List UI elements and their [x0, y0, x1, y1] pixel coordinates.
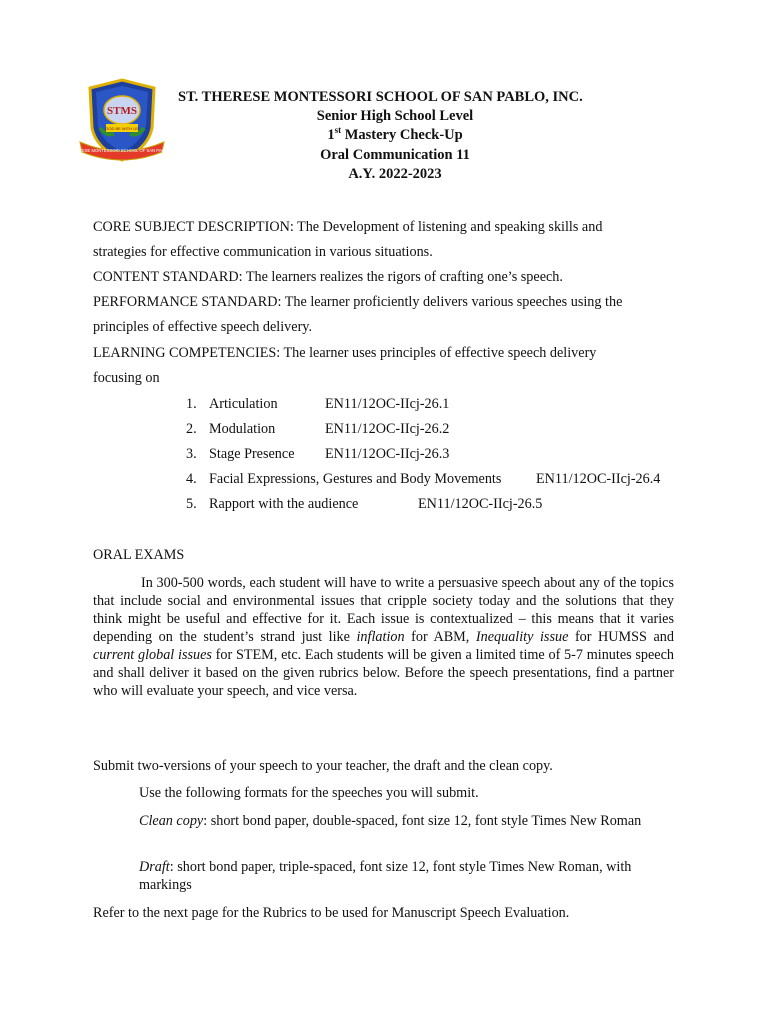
paragraph-text: In 300-500 words, each student will have to write a persuasive speech about any of the topics that include social and environmental issues that cripple society today and the solutions that they think might be useful and effective for it. Each issue is contextualized – this means that it varies depending on the student’s strand just like: [93, 575, 674, 645]
emphasis-global-issues: current global issues: [93, 647, 212, 663]
draft-format: [139, 858, 674, 894]
learning-competencies-line2: focusing on: [93, 370, 160, 386]
list-item-code: EN11/12OC-IIcj-26.3: [325, 446, 450, 462]
paragraph-text: for ABM,: [404, 629, 476, 645]
clean-copy-text: : short bond paper, double-spaced, font size 12, font style Times New Roman: [203, 813, 642, 829]
oral-exams-paragraph: [93, 574, 674, 700]
list-item-name: Rapport with the audience: [209, 496, 359, 512]
oral-exams-heading: ORAL EXAMS: [93, 547, 185, 563]
list-item-number: 3.: [186, 446, 197, 462]
core-subject-line2: strategies for effective communication in various situations.: [93, 244, 433, 260]
list-item-code: EN11/12OC-IIcj-26.1: [325, 396, 450, 412]
formats-intro: Use the following formats for the speeches you will submit.: [139, 785, 479, 801]
performance-standard-line1: PERFORMANCE STANDARD: The learner proficiently delivers various speeches using the: [93, 294, 623, 310]
list-item-number: 5.: [186, 496, 197, 512]
logo-band-text: GOD BE WITH US: [105, 126, 139, 131]
performance-standard-line2: principles of effective speech delivery.: [93, 319, 313, 335]
academic-year: A.Y. 2022-2023: [348, 166, 442, 182]
school-logo: [63, 76, 181, 168]
draft-text: : short bond paper, triple-spaced, font size 12, font style Times New Roman, with markings: [139, 859, 632, 893]
list-item-name: Modulation: [209, 421, 276, 437]
checkup-rest: Mastery Check-Up: [341, 127, 463, 143]
checkup-title: [160, 126, 630, 145]
list-item-number: 1.: [186, 396, 197, 412]
school-level: Senior High School Level: [316, 108, 474, 124]
logo-initials: STMS: [107, 105, 137, 117]
list-item-number: 2.: [186, 421, 197, 437]
submit-instruction: Submit two-versions of your speech to your teacher, the draft and the clean copy.: [93, 758, 553, 774]
emphasis-inflation: inflation: [356, 629, 405, 645]
learning-competencies-line1: LEARNING COMPETENCIES: The learner uses principles of effective speech delivery: [93, 345, 597, 361]
clean-copy-format: [139, 812, 674, 830]
clean-copy-label: Clean copy: [139, 813, 204, 829]
paragraph-text: for HUMSS and: [568, 629, 674, 645]
list-item-number: 4.: [186, 471, 197, 487]
core-subject-line1: CORE SUBJECT DESCRIPTION: The Development of listening and speaking skills and: [93, 219, 603, 235]
checkup-number: 1: [327, 127, 335, 143]
checkup-ordinal: st: [334, 125, 342, 136]
logo-ribbon-text: ST. THERESE MONTESSORI SCHOOL OF SAN PABLO, INC.: [63, 148, 181, 153]
paragraph-text: for STEM, etc. Each students will be given a limited time of 5-7 minutes speech and shall deliver it based on the given rubrics below. Before the speech presentations, find a partner who will evaluate your speech, and vice versa.: [93, 647, 674, 699]
emphasis-inequality: Inequality issue: [475, 629, 569, 645]
list-item-code: EN11/12OC-IIcj-26.2: [325, 421, 450, 437]
refer-next-page: Refer to the next page for the Rubrics to be used for Manuscript Speech Evaluation.: [93, 905, 570, 921]
content-standard: CONTENT STANDARD: The learners realizes the rigors of crafting one’s speech.: [93, 269, 563, 285]
subject-title: Oral Communication 11: [320, 147, 470, 163]
list-item-name: Articulation: [209, 396, 278, 412]
list-item-code: EN11/12OC-IIcj-26.4: [536, 471, 661, 487]
school-name: ST. THERESE MONTESSORI SCHOOL OF SAN PABLO, INC.: [178, 89, 583, 105]
list-item-code: EN11/12OC-IIcj-26.5: [418, 496, 543, 512]
list-item-name: Facial Expressions, Gestures and Body Movements: [209, 471, 502, 487]
draft-label: Draft: [139, 859, 170, 875]
list-item-name: Stage Presence: [209, 446, 295, 462]
